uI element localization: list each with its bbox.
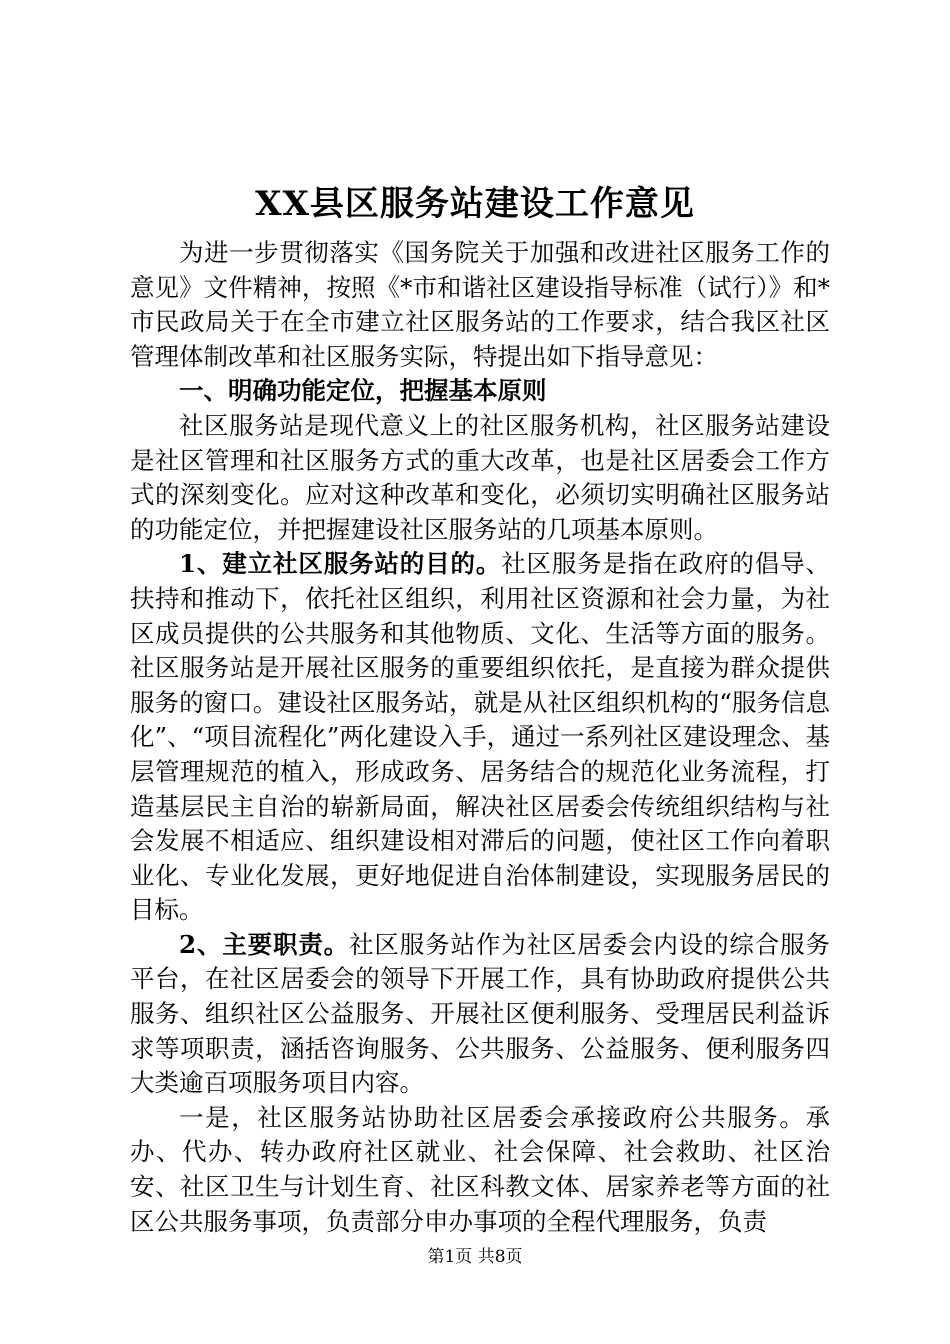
item-1-text: 社区服务是指在政府的倡导、扶持和推动下，依托社区组织，利用社区资源和社会力量，为社区成员提供的公共服务和其他物质、文化、生活等方面的服务。社区服务站是开展社区服务的重要组织依托，是直接为群众提供服务的窗口。建设社区服务站，就是从社区组织机构的“服务信息化”、“项目流程化”两化建设入手，通过一系列社区建设理念、基层管理规范的植入，形成政务、居务结合的规范化业务流程，打造基层民主自治的崭新局面，解决社区居委会传统组织结构与社会发展不相适应、组织建设相对滞后的问题，使社区工作向着职业化、专业化发展，更好地促进自治体制建设，实现服务居民的目标。 [130,549,830,925]
section-heading: 一、明确功能定位，把握基本原则 [179,376,547,406]
item-3-paragraph: 一是，社区服务站协助社区居委会承接政府公共服务。承办、代办、转办政府社区就业、社会保障、社会救助、社区治安、社区卫生与计划生育、社区科教文体、居家养老等方面的社区公共服务事项，负责部分申办事项的全程代理服务，负责 [130,1102,830,1236]
item-2-lead: 2、主要职责。 [179,929,350,959]
item-1-lead: 1、建立社区服务站的目的。 [179,549,502,579]
section-paragraph: 社区服务站是现代意义上的社区服务机构，社区服务站建设是社区管理和社区服务方式的重大改革，也是社区居委会工作方式的深刻变化。应对这种改革和变化，必须切实明确社区服务站的功能定位，并把握建设社区服务站的几项基本原则。 [130,410,830,544]
document-body [130,236,830,1239]
item-2-paragraph [130,928,830,1101]
intro-paragraph: 为进一步贯彻落实《国务院关于加强和改进社区服务工作的意见》文件精神，按照《*市和谐社区建设指导标准（试行）》和*市民政局关于在全市建立社区服务站的工作要求，结合我区社区管理体制改革和社区服务实际，特提出如下指导意见： [130,238,830,371]
page-number-footer: 第1页 共8页 [427,1247,523,1267]
item-2-text: 社区服务站作为社区居委会内设的综合服务平台，在社区居委会的领导下开展工作，具有协助政府提供公共服务、组织社区公益服务、开展社区便利服务、受理居民利益诉求等项职责，涵括咨询服务、公共服务、公益服务、便利服务四大类逾百项服务项目内容。 [130,929,831,1098]
document-title: XX县区服务站建设工作意见 [255,184,695,224]
item-1-paragraph [130,547,830,928]
